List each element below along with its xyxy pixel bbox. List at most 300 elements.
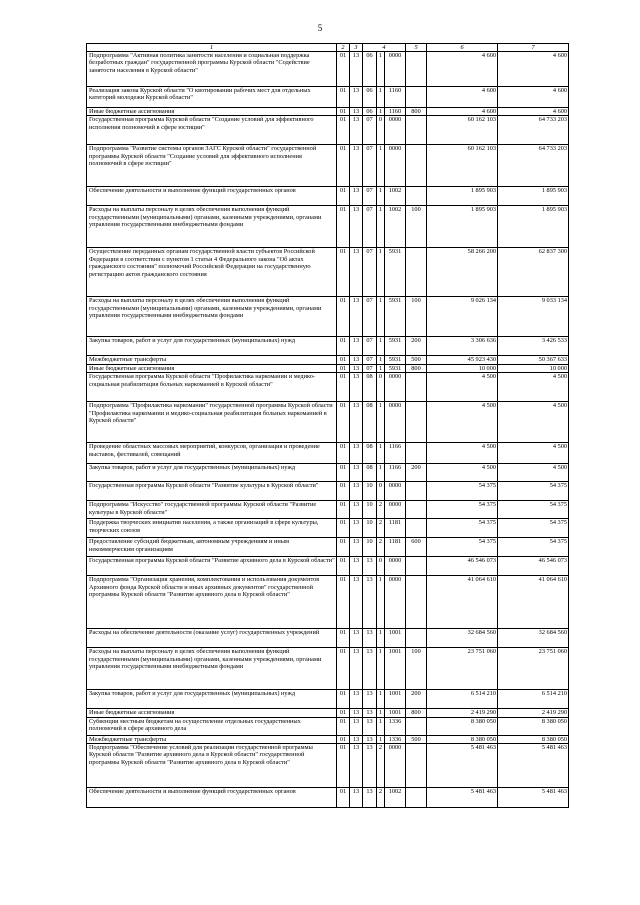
row-code-program: 06 [363,108,377,116]
row-name: Субвенции местным бюджетам на осуществление отдельных государственных полномочий в сфере архивного дела [87,717,337,735]
row-code-section: 01 [337,629,350,648]
row-code-subprogram: 2 [377,538,385,557]
row-code-expense-type [406,557,427,576]
row-code-subprogram: 0 [377,373,385,402]
table-row [87,519,569,538]
row-code-direction: 1001 [385,709,406,717]
row-code-subsection: 13 [350,108,363,116]
row-code-program: 07 [363,206,377,248]
header-cell-3: 3 [350,44,363,52]
row-code-direction: 5931 [385,337,406,356]
row-code-program: 07 [363,364,377,372]
row-code-section: 01 [337,87,350,108]
row-code-subsection: 13 [350,206,363,248]
row-code-direction: 1160 [385,108,406,116]
row-code-expense-type [406,373,427,402]
row-code-subprogram: 1 [377,576,385,629]
row-code-direction: 1181 [385,538,406,557]
row-name: Закупка товаров, работ и услуг для государственных (муниципальных) нужд [87,337,337,356]
row-code-subprogram: 0 [377,557,385,576]
row-code-subsection: 13 [350,337,363,356]
row-name: Подпрограмма "Организация хранения, комплектования и использования документов Архивного фонда Курской области и иных архивных документов" государственной программы Курской области "Развитие архивного дела в Курской области" [87,576,337,629]
table-row [87,206,569,248]
header-cell-1: 1 [87,44,337,52]
row-name: Государственная программа Курской области "Развитие архивного дела в Курской области" [87,557,337,576]
table-row [87,501,569,519]
row-code-section: 01 [337,52,350,87]
row-code-program: 08 [363,443,377,464]
row-code-section: 01 [337,337,350,356]
row-code-program: 13 [363,717,377,735]
row-code-section: 01 [337,187,350,206]
row-code-direction: 1001 [385,690,406,709]
table-row [87,538,569,557]
row-code-section: 01 [337,373,350,402]
row-code-subsection: 13 [350,356,363,364]
row-code-subprogram: 1 [377,364,385,372]
row-amount-year1: 58 266 200 [427,248,498,297]
row-code-section: 01 [337,443,350,464]
row-code-expense-type [406,248,427,297]
row-code-direction: 0000 [385,52,406,87]
table-row [87,373,569,402]
row-code-expense-type: 100 [406,297,427,337]
row-code-subprogram: 2 [377,501,385,519]
row-amount-year2: 5 481 463 [498,744,569,788]
row-code-program: 13 [363,576,377,629]
row-amount-year1: 8 380 050 [427,735,498,743]
row-code-program: 13 [363,788,377,808]
row-code-expense-type [406,482,427,501]
row-amount-year2: 4 500 [498,464,569,482]
row-name: Государственная программа Курской области "Профилактика наркомании и медико-социальная реабилитация больных наркоманией в Курской области" [87,373,337,402]
row-code-expense-type [406,629,427,648]
page-number: 5 [317,23,323,33]
table-row [87,788,569,808]
row-name: Проведение областных массовых мероприятий, конкурсов, организация и проведение выставок, фестивалей, совещаний [87,443,337,464]
row-code-program: 07 [363,187,377,206]
row-amount-year2: 4 600 [498,87,569,108]
row-code-subsection: 13 [350,373,363,402]
table-row [87,364,569,372]
row-amount-year2: 46 546 073 [498,557,569,576]
row-amount-year2: 4 600 [498,108,569,116]
row-code-subprogram: 1 [377,337,385,356]
row-code-direction: 1336 [385,735,406,743]
row-code-direction: 0000 [385,402,406,443]
row-code-subprogram: 1 [377,464,385,482]
row-code-subprogram: 1 [377,356,385,364]
row-code-subsection: 13 [350,690,363,709]
row-code-subprogram: 1 [377,648,385,690]
table-row [87,356,569,364]
table-row [87,690,569,709]
row-code-subprogram: 2 [377,788,385,808]
row-code-program: 13 [363,744,377,788]
row-code-direction: 0000 [385,482,406,501]
row-amount-year2: 64 733 203 [498,116,569,145]
row-code-section: 01 [337,717,350,735]
row-code-subsection: 13 [350,709,363,717]
row-code-section: 01 [337,501,350,519]
row-code-section: 01 [337,297,350,337]
row-code-expense-type: 200 [406,464,427,482]
row-code-subsection: 13 [350,788,363,808]
row-code-subsection: 13 [350,519,363,538]
table-row [87,735,569,743]
row-code-expense-type: 200 [406,337,427,356]
table-row [87,576,569,629]
table-row [87,145,569,187]
row-amount-year1: 3 306 636 [427,337,498,356]
row-code-expense-type: 500 [406,356,427,364]
row-code-expense-type: 800 [406,364,427,372]
row-code-expense-type: 800 [406,108,427,116]
row-name: Реализация закона Курской области "О квотировании рабочих мест для отдельных категорий молодежи Курской области" [87,87,337,108]
row-code-subprogram: 1 [377,717,385,735]
row-code-subsection: 13 [350,443,363,464]
row-code-section: 01 [337,519,350,538]
row-code-expense-type [406,519,427,538]
row-code-program: 08 [363,373,377,402]
row-code-subsection: 13 [350,735,363,743]
row-code-expense-type: 200 [406,690,427,709]
row-code-direction: 5931 [385,248,406,297]
row-amount-year1: 46 546 073 [427,557,498,576]
row-code-direction: 0000 [385,744,406,788]
row-code-subprogram: 0 [377,116,385,145]
row-amount-year2: 4 600 [498,52,569,87]
row-amount-year1: 1 895 903 [427,187,498,206]
row-code-subsection: 13 [350,145,363,187]
row-code-section: 01 [337,248,350,297]
table-row [87,629,569,648]
row-code-section: 01 [337,648,350,690]
row-amount-year1: 60 162 103 [427,145,498,187]
row-name: Расходы на выплаты персоналу в целях обеспечения выполнения функций государственными (муниципальными) органами, казенными учреждениями, органами управления государственными внебюджетными фондами [87,297,337,337]
row-amount-year1: 5 481 463 [427,744,498,788]
row-code-subsection: 13 [350,364,363,372]
row-code-direction: 1002 [385,187,406,206]
row-amount-year2: 54 375 [498,482,569,501]
row-amount-year2: 23 751 060 [498,648,569,690]
row-code-subsection: 13 [350,87,363,108]
row-code-direction: 1001 [385,648,406,690]
table-row [87,187,569,206]
row-code-direction: 5931 [385,356,406,364]
row-amount-year1: 54 375 [427,519,498,538]
row-code-direction: 5931 [385,297,406,337]
row-code-section: 01 [337,557,350,576]
row-code-subprogram: 2 [377,744,385,788]
row-code-subprogram: 1 [377,145,385,187]
row-name: Подпрограмма "Развитие системы органов ЗАГС Курской области" государственной программы Курской области "Создание условий для эффективного исполнения полномочий в сфере юстиции" [87,145,337,187]
row-amount-year2: 1 895 903 [498,206,569,248]
row-code-subprogram: 1 [377,87,385,108]
row-code-section: 01 [337,788,350,808]
row-amount-year1: 54 375 [427,501,498,519]
table-row [87,464,569,482]
row-amount-year1: 54 375 [427,482,498,501]
row-amount-year2: 9 033 134 [498,297,569,337]
table-row [87,557,569,576]
row-code-direction: 1166 [385,464,406,482]
row-code-expense-type [406,717,427,735]
row-name: Предоставление субсидий бюджетным, автономным учреждениям и иным некоммерческим организациям [87,538,337,557]
header-row [87,44,569,52]
row-code-program: 08 [363,402,377,443]
table-row [87,52,569,87]
row-name: Осуществление переданных органам государственной власти субъектов Российской Федерации в соответствии с пунктом 1 статьи 4 Федерального закона "Об актах гражданского состояния" полномочий Российской Федерации на государственную регистрацию актов гражданского состояния [87,248,337,297]
row-amount-year1: 6 514 210 [427,690,498,709]
row-code-subsection: 13 [350,187,363,206]
row-code-direction: 0000 [385,501,406,519]
row-code-section: 01 [337,464,350,482]
row-amount-year2: 54 375 [498,519,569,538]
row-code-section: 01 [337,538,350,557]
row-code-subprogram: 1 [377,735,385,743]
row-code-direction: 1181 [385,519,406,538]
row-code-direction: 1002 [385,206,406,248]
header-cell-6: 6 [427,44,498,52]
header-cell-2: 2 [337,44,350,52]
row-amount-year2: 4 500 [498,443,569,464]
row-code-program: 07 [363,337,377,356]
row-code-subsection: 13 [350,629,363,648]
row-code-subprogram: 1 [377,629,385,648]
row-code-expense-type [406,788,427,808]
row-code-program: 08 [363,464,377,482]
row-amount-year1: 9 026 134 [427,297,498,337]
row-name: Расходы на выплаты персоналу в целях обеспечения выполнения функций государственными (муниципальными) органами, казенными учреждениями, органами управления государственными внебюджетными фондами [87,206,337,248]
row-code-program: 07 [363,356,377,364]
row-code-direction: 0000 [385,576,406,629]
row-code-direction: 0000 [385,373,406,402]
row-amount-year1: 1 895 903 [427,206,498,248]
row-code-program: 13 [363,690,377,709]
row-name: Расходы на выплаты персоналу в целях обеспечения выполнения функций государственными (муниципальными) органами, казенными учреждениями, органами управления государственными внебюджетными фондами [87,648,337,690]
row-amount-year2: 8 380 050 [498,717,569,735]
row-amount-year1: 4 600 [427,52,498,87]
row-amount-year2: 62 837 300 [498,248,569,297]
row-name: Обеспечение деятельности и выполнение функций государственных органов [87,788,337,808]
row-code-program: 13 [363,557,377,576]
row-code-subprogram: 1 [377,206,385,248]
row-code-subprogram: 1 [377,52,385,87]
row-amount-year2: 10 000 [498,364,569,372]
row-code-program: 07 [363,248,377,297]
row-amount-year2: 64 733 203 [498,145,569,187]
row-code-expense-type [406,402,427,443]
row-code-direction: 0000 [385,116,406,145]
row-code-expense-type: 100 [406,648,427,690]
row-amount-year1: 10 000 [427,364,498,372]
row-code-program: 07 [363,297,377,337]
row-name: Подпрограмма "Обеспечение условий для реализации государственной программы Курской области "Развитие архивного дела в Курской области" государственной программы Курской области "Развитие архивного дела в Курской области" [87,744,337,788]
row-code-section: 01 [337,116,350,145]
row-amount-year1: 4 500 [427,402,498,443]
row-code-direction: 5931 [385,364,406,372]
row-code-expense-type: 100 [406,206,427,248]
row-amount-year2: 3 426 533 [498,337,569,356]
row-code-program: 10 [363,519,377,538]
row-name: Подпрограмма "Искусство" государственной программы Курской области "Развитие культуры в Курской области" [87,501,337,519]
row-code-subsection: 13 [350,744,363,788]
row-code-subprogram: 1 [377,709,385,717]
row-code-section: 01 [337,108,350,116]
row-name: Закупка товаров, работ и услуг для государственных (муниципальных) нужд [87,690,337,709]
row-code-expense-type: 500 [406,735,427,743]
row-code-program: 10 [363,538,377,557]
row-code-expense-type [406,501,427,519]
row-code-section: 01 [337,145,350,187]
row-amount-year2: 41 064 610 [498,576,569,629]
row-code-direction: 1001 [385,629,406,648]
row-code-subsection: 13 [350,717,363,735]
row-code-section: 01 [337,690,350,709]
table-row [87,709,569,717]
row-amount-year2: 2 419 290 [498,709,569,717]
row-amount-year1: 5 481 463 [427,788,498,808]
row-code-direction: 1336 [385,717,406,735]
row-code-section: 01 [337,482,350,501]
row-code-program: 06 [363,52,377,87]
row-amount-year2: 8 380 050 [498,735,569,743]
row-code-program: 13 [363,648,377,690]
row-amount-year2: 54 375 [498,538,569,557]
table-row [87,108,569,116]
row-code-subprogram: 1 [377,248,385,297]
table-row [87,248,569,297]
row-name: Обеспечение деятельности и выполнение функций государственных органов [87,187,337,206]
row-code-subsection: 13 [350,501,363,519]
header-cell-7: 7 [498,44,569,52]
row-amount-year1: 4 600 [427,108,498,116]
row-code-section: 01 [337,709,350,717]
header-cell-5: 5 [406,44,427,52]
row-amount-year1: 4 500 [427,464,498,482]
row-amount-year2: 1 895 903 [498,187,569,206]
row-amount-year2: 50 367 633 [498,356,569,364]
row-code-direction: 1160 [385,87,406,108]
row-amount-year1: 60 162 103 [427,116,498,145]
row-code-expense-type [406,187,427,206]
row-name: Иные бюджетные ассигнования [87,108,337,116]
row-code-subsection: 13 [350,52,363,87]
row-name: Подпрограмма "Профилактика наркомании" государственной программы Курской области "Профилактика наркомании и медико-социальная реабилитация больных наркоманией в Курской области" [87,402,337,443]
row-code-subprogram: 1 [377,402,385,443]
table-row [87,648,569,690]
row-code-subsection: 13 [350,482,363,501]
row-name: Иные бюджетные ассигнования [87,364,337,372]
row-code-subsection: 13 [350,557,363,576]
row-name: Межбюджетные трансферты [87,735,337,743]
row-amount-year2: 4 500 [498,373,569,402]
row-code-subsection: 13 [350,402,363,443]
row-code-subprogram: 2 [377,519,385,538]
row-code-subprogram: 1 [377,690,385,709]
row-amount-year1: 32 684 560 [427,629,498,648]
row-code-expense-type: 600 [406,538,427,557]
row-amount-year1: 54 375 [427,538,498,557]
row-amount-year2: 6 514 210 [498,690,569,709]
row-name: Государственная программа Курской области "Создание условий для эффективного исполнения полномочий в сфере юстиции" [87,116,337,145]
row-code-program: 13 [363,735,377,743]
row-code-subprogram: 1 [377,108,385,116]
row-code-program: 10 [363,482,377,501]
row-code-expense-type [406,116,427,145]
row-code-section: 01 [337,735,350,743]
header-cell-4: 4 [363,44,406,52]
row-code-program: 06 [363,87,377,108]
row-code-section: 01 [337,576,350,629]
table-row [87,402,569,443]
row-name: Государственная программа Курской области "Развитие культуры в Курской области" [87,482,337,501]
row-code-program: 10 [363,501,377,519]
row-code-subprogram: 1 [377,187,385,206]
row-amount-year1: 2 419 290 [427,709,498,717]
row-code-program: 13 [363,709,377,717]
row-code-section: 01 [337,356,350,364]
row-code-subprogram: 1 [377,443,385,464]
table-row [87,116,569,145]
row-amount-year1: 45 923 430 [427,356,498,364]
row-code-direction: 1002 [385,788,406,808]
row-amount-year1: 8 380 050 [427,717,498,735]
row-code-section: 01 [337,402,350,443]
row-code-subsection: 13 [350,464,363,482]
row-code-section: 01 [337,744,350,788]
row-code-subsection: 13 [350,648,363,690]
row-name: Иные бюджетные ассигнования [87,709,337,717]
row-code-program: 07 [363,145,377,187]
row-amount-year1: 23 751 060 [427,648,498,690]
row-amount-year2: 32 684 560 [498,629,569,648]
row-code-program: 07 [363,116,377,145]
row-code-subsection: 13 [350,116,363,145]
row-amount-year1: 41 064 610 [427,576,498,629]
row-code-expense-type [406,744,427,788]
row-code-expense-type [406,443,427,464]
row-code-expense-type [406,87,427,108]
row-name: Межбюджетные трансферты [87,356,337,364]
row-amount-year2: 54 375 [498,501,569,519]
row-code-subprogram: 0 [377,482,385,501]
table-row [87,482,569,501]
table-row [87,87,569,108]
row-code-subsection: 13 [350,297,363,337]
row-name: Поддержка творческих инициатив населения, а также организаций в сфере культуры, творческих союзов [87,519,337,538]
row-amount-year2: 4 500 [498,402,569,443]
table-row [87,297,569,337]
table-row [87,717,569,735]
row-name: Подпрограмма "Активная политика занятости населения и социальная поддержка безработных граждан" государственной программы Курской области "Содействие занятости населения в Курской области" [87,52,337,87]
row-code-expense-type [406,52,427,87]
row-code-direction: 0000 [385,145,406,187]
row-code-section: 01 [337,364,350,372]
row-amount-year1: 4 600 [427,87,498,108]
row-code-subsection: 13 [350,576,363,629]
row-code-section: 01 [337,206,350,248]
row-amount-year1: 4 500 [427,373,498,402]
row-code-direction: 1166 [385,443,406,464]
row-code-subprogram: 1 [377,297,385,337]
table-row [87,337,569,356]
table-row [87,744,569,788]
row-amount-year2: 5 481 463 [498,788,569,808]
row-code-expense-type [406,145,427,187]
row-code-subsection: 13 [350,248,363,297]
